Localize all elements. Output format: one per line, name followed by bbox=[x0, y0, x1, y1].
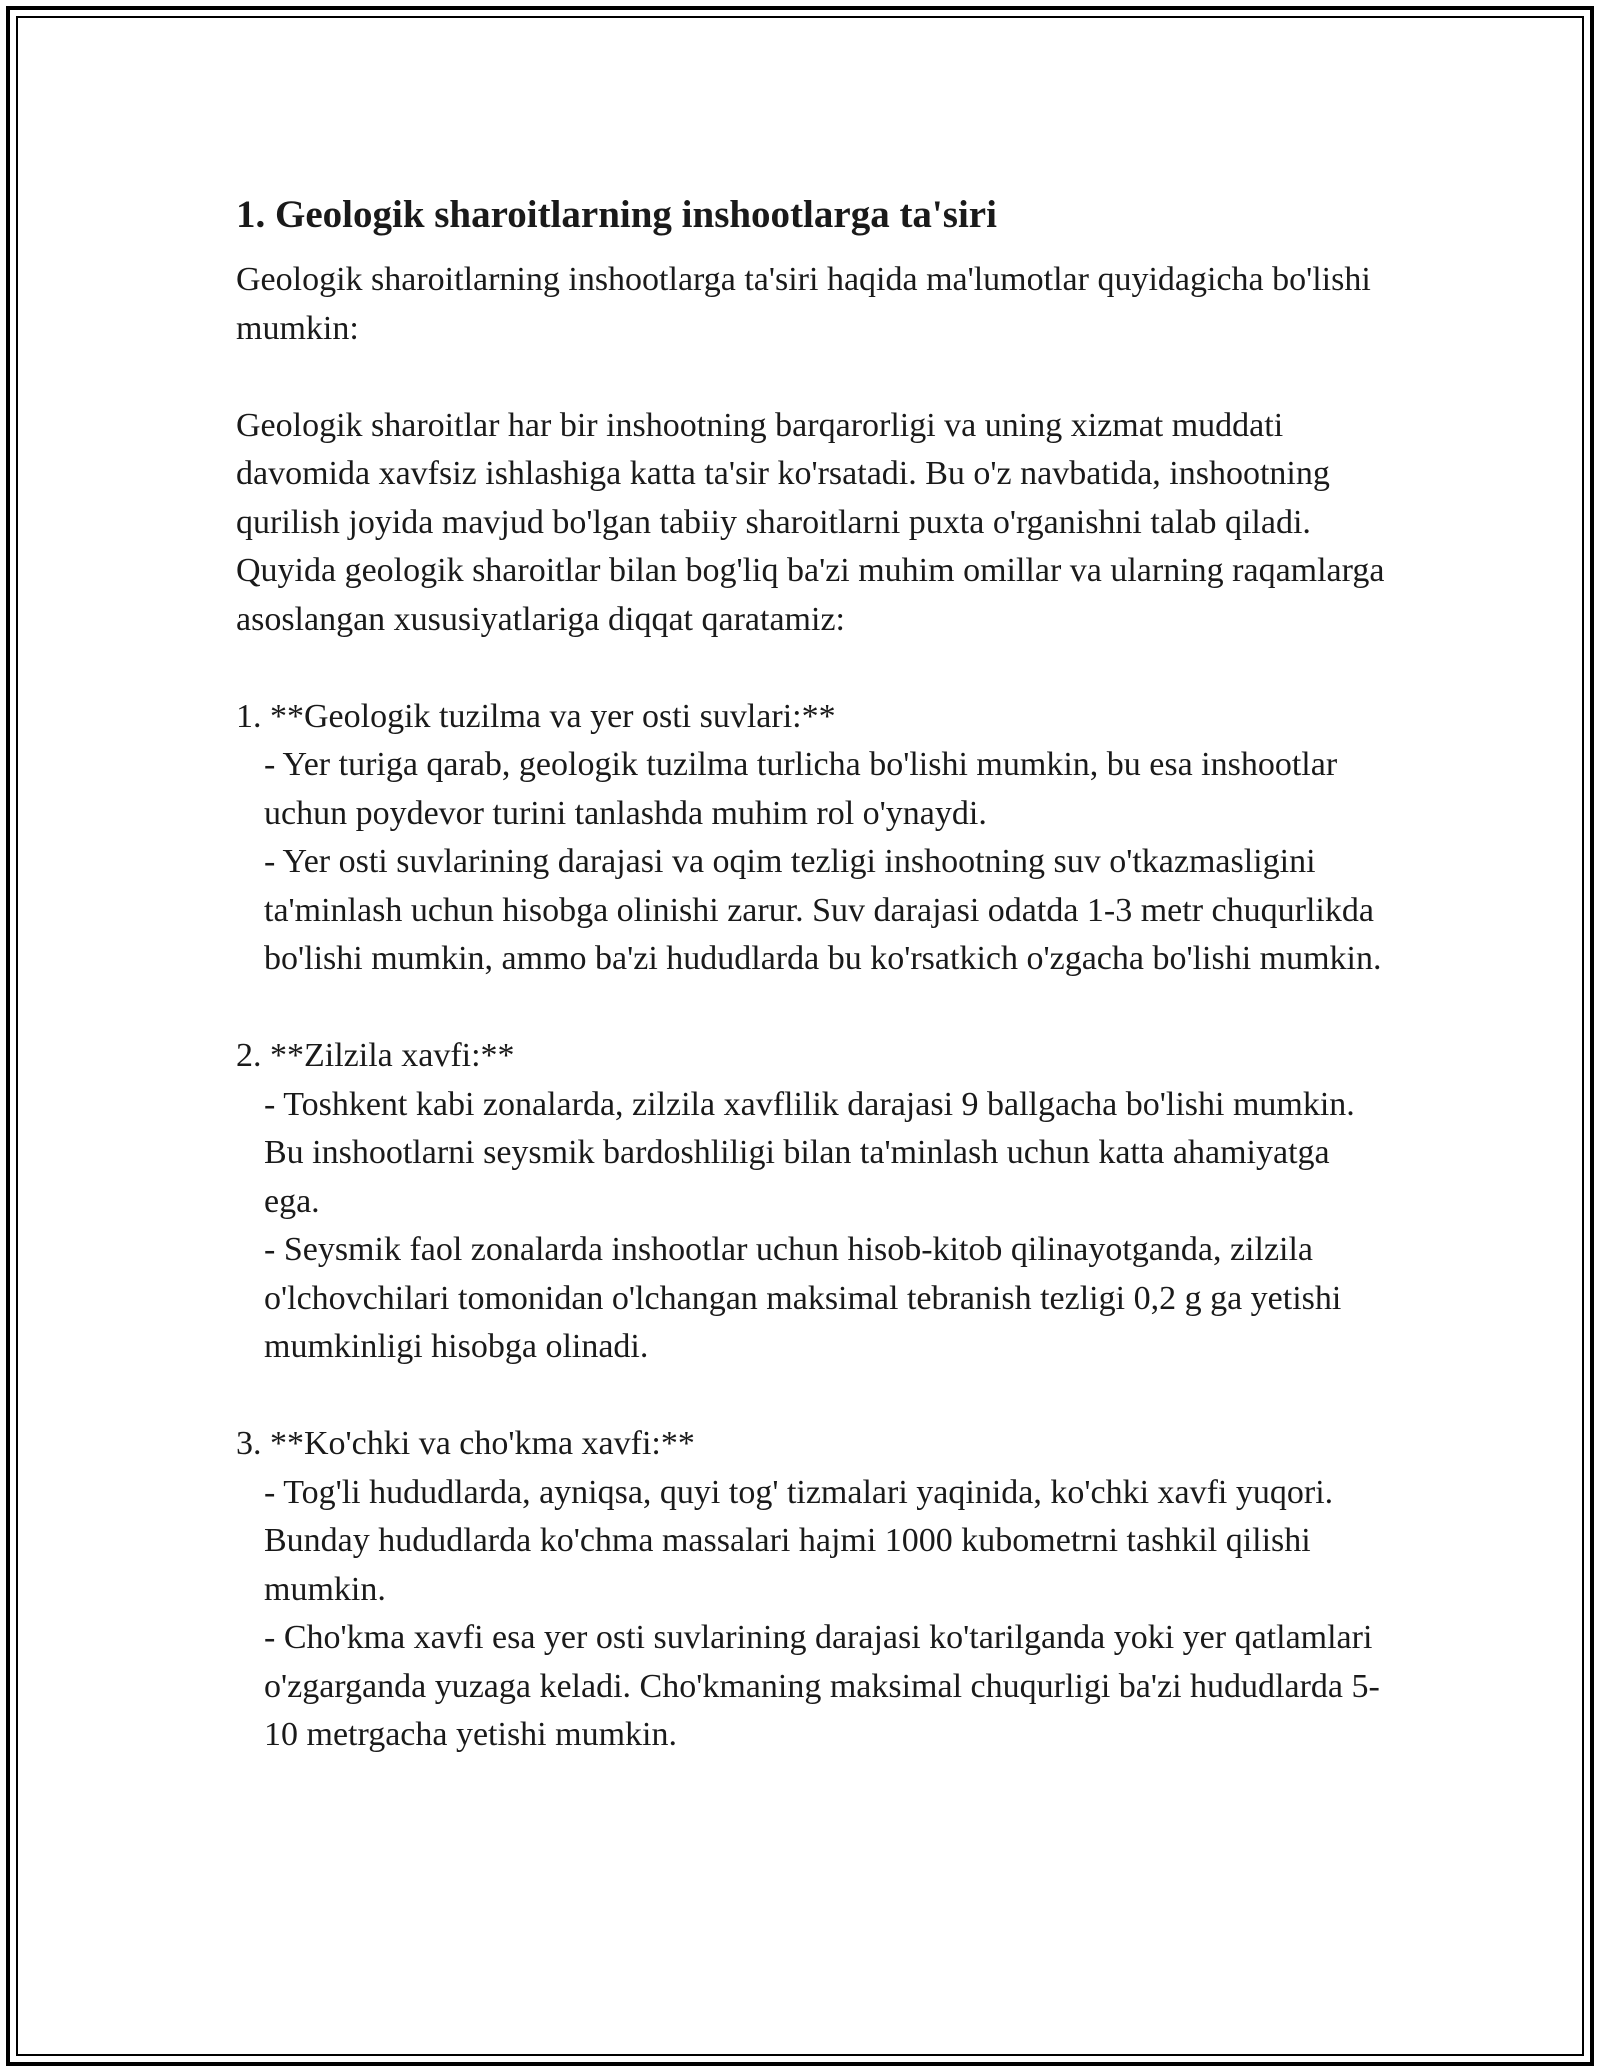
section-geology-groundwater bbox=[236, 693, 1386, 984]
paragraph-spacer bbox=[236, 984, 1386, 1033]
section-item: - Toshkent kabi zonalarda, zilzila xavflilik darajasi 9 ballgacha bo'lishi mumkin. Bu inshootlarni seysmik bardoshliligi bilan ta'minlash uchun katta ahamiyatga ega. bbox=[264, 1085, 1355, 1220]
intro-paragraph: Geologik sharoitlarning inshootlarga ta'siri haqida ma'lumotlar quyidagicha bo'lishi mumkin: bbox=[236, 261, 1371, 347]
section-item: - Yer osti suvlarining darajasi va oqim tezligi inshootning suv o'tkazmasligini ta'minlash uchun hisobga olinishi zarur. Suv darajasi odatda 1-3 metr chuqurlikda bo'lishi mumkin, ammo ba'zi hududlarda bu ko'rsatkich o'zgacha bo'lishi mumkin. bbox=[264, 843, 1382, 977]
section-item: - Yer turiga qarab, geologik tuzilma turlicha bo'lishi mumkin, bu esa inshootlar uchun poydevor turini tanlashda muhim rol o'ynaydi. bbox=[264, 746, 1338, 832]
document-body bbox=[236, 190, 1386, 1760]
section-item: - Tog'li hududlarda, ayniqsa, quyi tog' tizmalari yaqinida, ko'chki xavfi yuqori. Bunday hududlarda ko'chma massalari hajmi 1000 kubometrni tashkil qilishi mumkin. bbox=[264, 1473, 1334, 1608]
section-earthquake-risk bbox=[236, 1032, 1386, 1372]
paragraph-spacer bbox=[236, 644, 1386, 693]
section-landslide-subsidence bbox=[236, 1420, 1386, 1760]
document-title: 1. Geologik sharoitlarning inshootlarga ta'siri bbox=[236, 193, 997, 236]
section-heading: 3. **Ko'chki va cho'kma xavfi:** bbox=[236, 1425, 695, 1462]
section-heading: 2. **Zilzila xavfi:** bbox=[236, 1037, 515, 1074]
overview-paragraph: Geologik sharoitlar har bir inshootning barqarorligi va uning xizmat muddati davomida xavfsiz ishlashiga katta ta'sir ko'rsatadi. Bu o'z navbatida, inshootning qurilish joyida mavjud bo'lgan tabiiy sharoitlarni puxta o'rganishni talab qiladi. Quyida geologik sharoitlar bilan bog'liq ba'zi muhim omillar va ularning raqamlarga asoslangan xususiyatlariga diqqat qaratamiz: bbox=[236, 406, 1385, 638]
section-item: - Seysmik faol zonalarda inshootlar uchun hisob-kitob qilinayotganda, zilzila o'lchovchilari tomonidan o'lchangan maksimal tebranish tezligi 0,2 g ga yetishi mumkinligi hisobga olinadi. bbox=[264, 1231, 1342, 1365]
section-heading: 1. **Geologik tuzilma va yer osti suvlari:** bbox=[236, 697, 836, 735]
paragraph-spacer bbox=[236, 1372, 1386, 1421]
section-item: - Cho'kma xavfi esa yer osti suvlarining darajasi ko'tarilganda yoki yer qatlamlari o'zgarganda yuzaga keladi. Cho'kmaning maksimal chuqurligi ba'zi hududlarda 5-10 metrgacha yetishi mumkin. bbox=[264, 1619, 1380, 1753]
paragraph-spacer bbox=[236, 353, 1386, 402]
